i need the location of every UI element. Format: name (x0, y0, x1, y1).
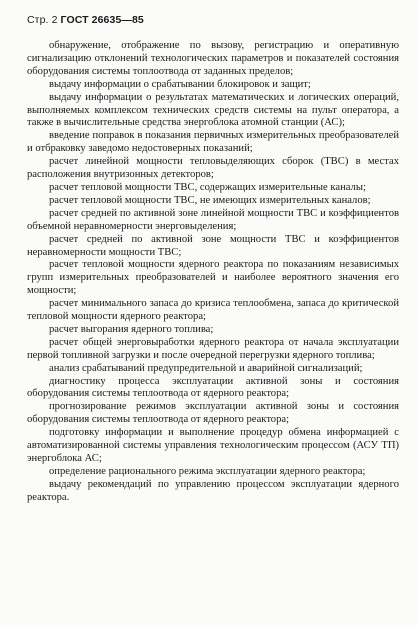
paragraph-14: анализ срабатываний предупредительной и аварийной сигнализаций; (49, 362, 363, 374)
paragraph-15: диагностику процесса эксплуатации активной зоны и состояния оборудования системы теплоотвода от ядерного реактора; (27, 375, 399, 400)
paragraph-4: введение поправок в показания первичных измерительных преобразователей и отбраковку заведомо недостоверных показаний; (27, 130, 399, 155)
paragraph-18: определение рационального режима эксплуатации ядерного реактора; (49, 465, 366, 477)
document-body (27, 40, 399, 505)
paragraph-19: выдачу рекомендаций по управлению процессом эксплуатации ядерного реактора. (27, 478, 399, 503)
paragraph-5: расчет линейной мощности тепловыделяющих сборок (ТВС) в местах расположения внутризонных детекторов; (27, 156, 399, 181)
paragraph-3: выдачу информации о результатах математических и логических операций, выполняемых комплексом технических средств системы на пульт оператора, а также в вычислительные средства энергоблока атомной станции (АС); (27, 91, 399, 129)
paragraph-16: прогнозирование режимов эксплуатации активной зоны и состояния оборудования системы теплоотвода от ядерного реактора; (27, 401, 399, 426)
paragraph-12: расчет выгорания ядерного топлива; (49, 323, 214, 335)
paragraph-6: расчет тепловой мощности ТВС, содержащих измерительные каналы; (49, 181, 366, 193)
paragraph-13: расчет общей энерговыработки ядерного реактора от начала эксплуатации первой топливной загрузки и после очередной перегрузки ядерного топлива; (27, 336, 399, 361)
paragraph-8: расчет средней по активной зоне линейной мощности ТВС и коэффициентов объемной неравномерности энерговыделения; (27, 207, 399, 232)
standard-number: ГОСТ 26635—85 (60, 14, 144, 26)
paragraph-10: расчет тепловой мощности ядерного реактора по показаниям независимых групп измерительных преобразователей и наиболее вероятного значения его мощности; (27, 259, 399, 297)
page-number: Стр. 2 (27, 14, 58, 26)
paragraph-11: расчет минимального запаса до кризиса теплообмена, запаса до критической тепловой мощности ядерного реактора; (27, 298, 399, 323)
paragraph-17: подготовку информации и выполнение процедур обмена информацией с автоматизированной системы управления технологическим процессом (АСУ ТП) энергоблока АС; (27, 427, 399, 464)
paragraph-7: расчет тепловой мощности ТВС, не имеющих измерительных каналов; (49, 194, 371, 206)
paragraph-9: расчет средней по активной зоне мощности ТВС и коэффициентов неравномерности мощности ТВС; (27, 233, 399, 258)
paragraph-1: обнаружение, отображение по вызову, регистрацию и оперативную сигнализацию отклонений технологических параметров и показателей состояния оборудования системы топлоотвода от заданных пределов; (27, 40, 399, 77)
page-header (27, 14, 144, 26)
paragraph-2: выдачу информации о срабатывании блокировок и защит; (49, 78, 311, 90)
